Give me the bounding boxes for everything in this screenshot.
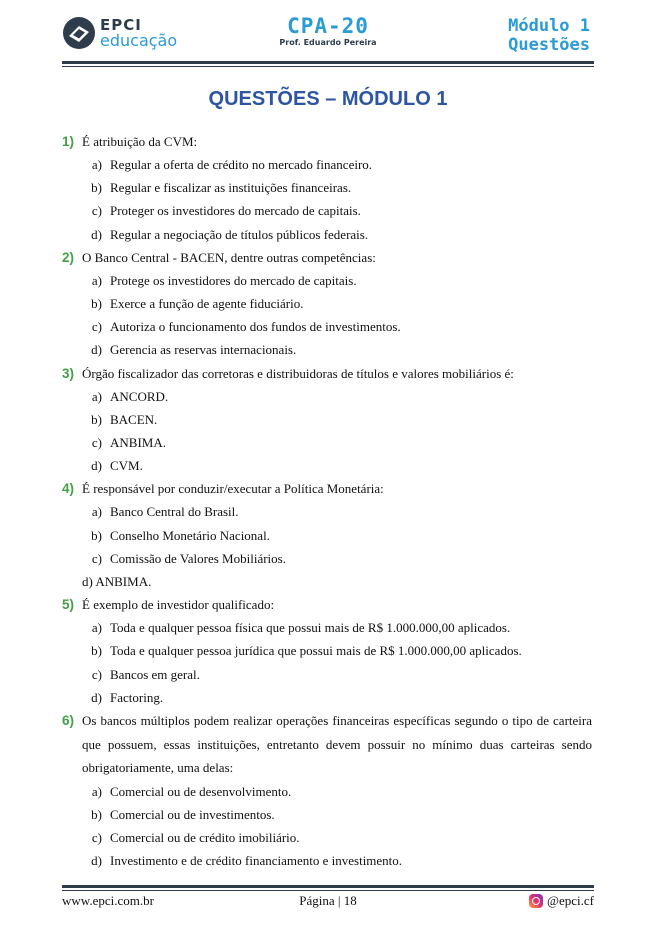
option [62, 315, 592, 338]
question-number: 4) [62, 481, 75, 497]
option-unformatted: d) ANBIMA. [82, 574, 152, 590]
option-letter: d) [91, 689, 102, 705]
option-letter: a) [91, 157, 102, 172]
option [62, 454, 592, 477]
footer-rule [62, 885, 594, 888]
footer-rule-thin [62, 890, 594, 891]
option [62, 547, 592, 570]
option [62, 803, 592, 826]
website-link[interactable]: www.epci.com.br [62, 893, 154, 908]
option-letter: d) [91, 226, 102, 242]
question-number: 6) [62, 713, 75, 729]
option-letter: b) [91, 806, 102, 822]
option-text: Conselho Monetário Nacional. [110, 527, 270, 543]
header-rule-thin [62, 66, 594, 67]
option-letter: b) [91, 296, 102, 312]
option-letter: d) [91, 458, 102, 474]
question-text: É atribuição da CVM: [82, 134, 198, 149]
logo-top-text: EPCI [100, 16, 142, 34]
option-letter: c) [91, 319, 102, 335]
option-text: Banco Central do Brasil. [110, 504, 239, 520]
option-letter: a) [91, 388, 102, 404]
option-letter: a) [91, 783, 102, 799]
option [62, 780, 592, 803]
option [62, 199, 592, 222]
option-letter: a) [91, 504, 102, 520]
instagram-handle[interactable] [529, 893, 594, 909]
option-letter: c) [91, 550, 102, 566]
option-text: ANBIMA. [110, 435, 166, 451]
option-text: Comercial ou de investimentos. [110, 806, 275, 822]
option [62, 269, 592, 292]
option-text: Comercial ou de desenvolvimento. [110, 783, 292, 799]
question-6 [62, 709, 592, 872]
instagram-text: @epci.cf [547, 893, 594, 908]
option [62, 385, 592, 408]
option-letter: b) [91, 180, 102, 196]
option [62, 663, 592, 686]
option-text: ANCORD. [110, 388, 169, 404]
question-3 [62, 362, 592, 478]
option [62, 153, 592, 176]
module-line-2: Questões [508, 35, 590, 55]
question-text: O Banco Central - BACEN, dentre outras competências: [82, 249, 376, 265]
page-footer [62, 893, 594, 911]
header-rule [62, 61, 594, 64]
question-text: É responsável por conduzir/executar a Política Monetária: [82, 481, 384, 497]
question-number: 3) [62, 365, 75, 381]
option-letter: d) [91, 853, 102, 869]
option [62, 826, 592, 849]
option [62, 686, 592, 709]
question-number: 2) [62, 249, 75, 265]
option-text: Regular a oferta de crédito no mercado financeiro. [110, 157, 373, 172]
option-text: Comercial ou de crédito imobiliário. [110, 829, 300, 845]
option-letter: b) [91, 411, 102, 427]
option-letter: b) [91, 643, 102, 659]
option-letter: a) [91, 620, 102, 636]
option-letter: c) [91, 829, 102, 845]
option-letter: c) [91, 666, 102, 682]
page-number: Página | 18 [299, 893, 357, 908]
option-text: Bancos em geral. [110, 666, 200, 682]
option-text: Investimento e de crédito financiamento e investimento. [110, 853, 403, 869]
module-line-1: Módulo 1 [508, 16, 590, 36]
option [62, 223, 592, 246]
question-number: 1) [62, 134, 75, 149]
option [62, 292, 592, 315]
course-title: CPA-20 [287, 14, 369, 38]
page-header [0, 0, 656, 70]
question-text: É exemplo de investidor qualificado: [82, 597, 275, 613]
questions-list [62, 130, 592, 872]
option-text: BACEN. [110, 411, 158, 427]
question-number: 5) [62, 597, 75, 613]
question-text: Órgão fiscalizador das corretoras e distribuidoras de títulos e valores mobiliários é: [82, 365, 514, 381]
option-text: Exerce a função de agente fiduciário. [110, 296, 304, 312]
option-text: Proteger os investidores do mercado de capitais. [110, 203, 361, 219]
page-title: QUESTÕES – MÓDULO 1 [208, 88, 448, 110]
option-text: Protege os investidores do mercado de capitais. [110, 272, 357, 288]
option-text: Gerencia as reservas internacionais. [110, 342, 297, 358]
option [62, 338, 592, 361]
option-letter: c) [91, 435, 102, 451]
question-text: Os bancos múltiplos podem realizar operações financeiras específicas segundo o tipo de carteira que possuem, essas instituições, entretanto devem possuir no mínimo duas carteiras sendo obrigatoriamente, uma delas: [82, 713, 592, 776]
option [62, 431, 592, 454]
option-letter: a) [91, 272, 102, 288]
logo-bottom-text: educação [100, 31, 178, 50]
option [62, 500, 592, 523]
question-5 [62, 593, 592, 709]
question-2 [62, 246, 592, 362]
option [62, 524, 592, 547]
option [62, 849, 592, 872]
option-text: Factoring. [110, 689, 164, 705]
option-text: Regular a negociação de títulos públicos federais. [110, 226, 369, 242]
option-text: CVM. [110, 458, 143, 474]
option-letter: d) [91, 342, 102, 358]
option-text: Toda e qualquer pessoa física que possui mais de R$ 1.000.000,00 aplicados. [110, 620, 511, 636]
module-label [508, 17, 590, 55]
question-4 [62, 477, 592, 593]
option-letter: b) [91, 527, 102, 543]
option-text: Comissão de Valores Mobiliários. [110, 550, 286, 566]
option-letter: c) [91, 203, 102, 219]
option-text: Autoriza o funcionamento dos fundos de investimentos. [110, 319, 401, 335]
option [62, 176, 592, 199]
option [62, 408, 592, 431]
option-text: Regular e fiscalizar as instituições financeiras. [110, 180, 352, 196]
course-professor: Prof. Eduardo Pereira [279, 38, 377, 47]
question-1 [62, 130, 592, 246]
option [62, 639, 592, 662]
option [62, 616, 592, 639]
option-text: Toda e qualquer pessoa jurídica que possui mais de R$ 1.000.000,00 aplicados. [110, 643, 522, 659]
instagram-icon [529, 894, 543, 908]
